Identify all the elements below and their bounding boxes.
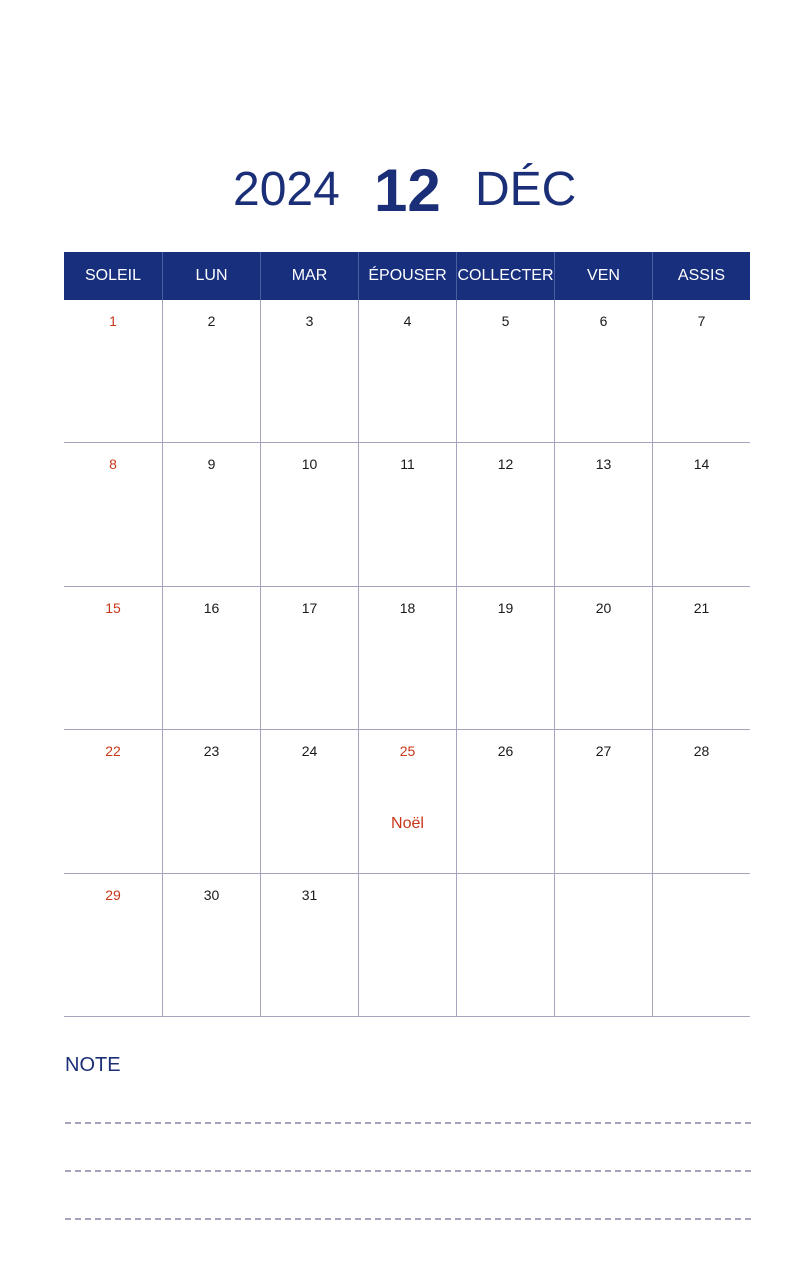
day-cell[interactable] [64,443,162,585]
day-number: 8 [109,456,117,473]
day-cell[interactable] [162,874,260,1016]
day-cell[interactable] [554,300,652,442]
day-cell[interactable] [456,443,554,585]
day-number: 5 [501,313,510,329]
day-number: 6 [599,313,608,329]
day-cell[interactable] [554,587,652,729]
day-number: 9 [207,456,216,473]
day-number: 15 [105,599,121,616]
notes-title: NOTE [65,1054,121,1076]
day-cell-empty [456,874,554,1016]
header-year: 2024 [233,163,340,216]
day-number: 14 [693,456,710,473]
day-number: 17 [301,599,318,616]
note-line[interactable] [65,1170,751,1172]
day-cell-empty [554,874,652,1016]
week-row-3 [64,587,750,730]
day-number: 13 [595,456,612,473]
day-cell[interactable] [652,300,750,442]
day-cell-holiday[interactable] [358,730,456,872]
day-cell[interactable] [162,730,260,872]
day-cell[interactable] [652,587,750,729]
day-number: 27 [595,743,612,760]
day-number: 20 [595,599,612,616]
day-cell-empty [652,874,750,1016]
day-number: 18 [399,599,416,616]
day-cell[interactable] [652,443,750,585]
week-row-5 [64,874,750,1017]
day-number: 2 [207,313,216,329]
day-number: 12 [497,456,514,473]
day-number: 23 [203,743,220,760]
day-cell[interactable] [456,730,554,872]
calendar-header [0,150,811,230]
note-line[interactable] [65,1122,751,1124]
day-cell-empty [358,874,456,1016]
day-cell[interactable] [260,300,358,442]
day-number: 7 [697,313,706,329]
day-number: 21 [693,599,710,616]
day-cell[interactable] [358,300,456,442]
day-cell[interactable] [456,587,554,729]
day-cell[interactable] [260,730,358,872]
day-number: 24 [301,743,318,760]
day-cell[interactable] [358,587,456,729]
day-cell[interactable] [64,730,162,872]
day-number: 22 [105,743,121,760]
weekday-wed: ÉPOUSER [358,252,456,300]
week-row-4 [64,730,750,873]
day-cell[interactable] [260,874,358,1016]
day-cell[interactable] [456,300,554,442]
week-row-1 [64,300,750,443]
day-number: 25 [399,743,416,760]
weekday-thu: COLLECTER [456,252,554,300]
day-number: 16 [203,599,220,616]
day-number: 19 [497,599,514,616]
day-cell[interactable] [162,443,260,585]
day-cell[interactable] [554,730,652,872]
note-line[interactable] [65,1218,751,1220]
day-cell[interactable] [162,300,260,442]
day-cell[interactable] [260,587,358,729]
day-cell[interactable] [260,443,358,585]
day-number: 3 [305,313,314,329]
holiday-label: Noël [391,815,424,833]
weekday-header-row [64,252,750,300]
day-number: 28 [693,743,710,760]
day-number: 30 [203,886,220,903]
day-number: 4 [403,313,412,329]
day-number: 1 [109,313,117,329]
day-cell[interactable] [358,443,456,585]
day-cell[interactable] [64,587,162,729]
day-number: 31 [301,886,318,903]
day-number: 11 [400,456,415,473]
weekday-tue: MAR [260,252,358,300]
weekday-mon: LUN [162,252,260,300]
day-cell[interactable] [554,443,652,585]
weekday-sun: SOLEIL [84,267,142,284]
day-cell[interactable] [64,300,162,442]
day-cell[interactable] [652,730,750,872]
day-number: 29 [105,886,121,903]
weekday-sat: ASSIS [652,252,750,300]
week-row-2 [64,443,750,586]
weekday-fri: VEN [554,252,652,300]
calendar-grid [64,252,750,1017]
day-cell[interactable] [162,587,260,729]
day-cell[interactable] [64,874,162,1016]
header-month-number: 12 [374,157,441,224]
day-number: 26 [497,743,514,760]
header-month-name: DÉC [475,163,577,216]
day-number: 10 [301,456,318,473]
